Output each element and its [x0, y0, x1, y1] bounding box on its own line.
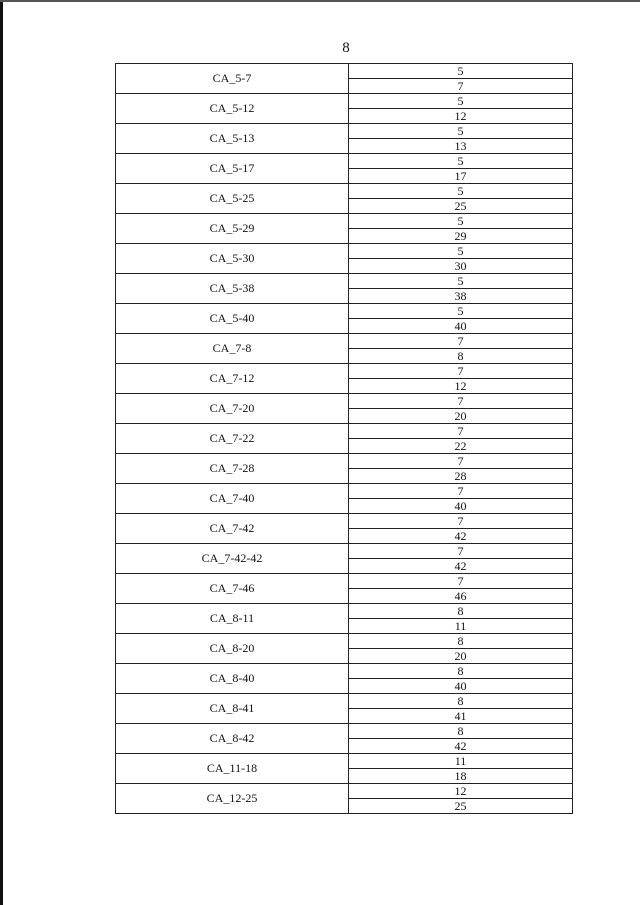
band-cell: 7 — [349, 544, 573, 559]
band-cell: 5 — [349, 94, 573, 109]
combination-cell: CA_7-20 — [116, 394, 349, 424]
table-row — [116, 154, 573, 169]
combination-cell: CA_8-42 — [116, 724, 349, 754]
table-row — [116, 274, 573, 289]
band-cell: 7 — [349, 454, 573, 469]
band-cell: 22 — [349, 439, 573, 454]
band-cell: 20 — [349, 649, 573, 664]
combination-cell: CA_5-38 — [116, 274, 349, 304]
band-cell: 25 — [349, 799, 573, 814]
combination-cell: CA_5-40 — [116, 304, 349, 334]
band-cell: 7 — [349, 424, 573, 439]
band-cell: 11 — [349, 619, 573, 634]
band-cell: 5 — [349, 214, 573, 229]
band-cell: 8 — [349, 349, 573, 364]
band-cell: 12 — [349, 379, 573, 394]
table-row — [116, 694, 573, 709]
table-row — [116, 244, 573, 259]
combination-cell: CA_8-41 — [116, 694, 349, 724]
band-cell: 7 — [349, 574, 573, 589]
combination-cell: CA_8-20 — [116, 634, 349, 664]
band-cell: 20 — [349, 409, 573, 424]
table-row — [116, 454, 573, 469]
page-number: 8 — [342, 40, 350, 56]
band-cell: 8 — [349, 724, 573, 739]
band-cell: 12 — [349, 109, 573, 124]
combination-cell: CA_7-40 — [116, 484, 349, 514]
page-top-edge — [0, 0, 640, 2]
combination-cell: CA_7-12 — [116, 364, 349, 394]
band-cell: 8 — [349, 634, 573, 649]
band-cell: 8 — [349, 604, 573, 619]
band-cell: 13 — [349, 139, 573, 154]
band-cell: 5 — [349, 244, 573, 259]
table-body — [116, 64, 573, 814]
table-row — [116, 754, 573, 769]
band-cell: 29 — [349, 229, 573, 244]
table-row — [116, 784, 573, 799]
combination-cell: CA_7-8 — [116, 334, 349, 364]
combination-cell: CA_5-25 — [116, 184, 349, 214]
band-cell: 18 — [349, 769, 573, 784]
band-cell: 7 — [349, 514, 573, 529]
band-cell: 7 — [349, 79, 573, 94]
band-cell: 5 — [349, 184, 573, 199]
combination-cell: CA_7-42-42 — [116, 544, 349, 574]
band-cell: 7 — [349, 334, 573, 349]
table-row — [116, 424, 573, 439]
carrier-aggregation-table — [115, 63, 573, 814]
band-cell: 5 — [349, 154, 573, 169]
combination-cell: CA_8-11 — [116, 604, 349, 634]
band-cell: 40 — [349, 499, 573, 514]
combination-cell: CA_7-42 — [116, 514, 349, 544]
table-row — [116, 184, 573, 199]
band-cell: 40 — [349, 319, 573, 334]
band-cell: 41 — [349, 709, 573, 724]
band-cell: 7 — [349, 394, 573, 409]
table-row — [116, 304, 573, 319]
table-row — [116, 334, 573, 349]
table-row — [116, 214, 573, 229]
band-cell: 25 — [349, 199, 573, 214]
table-row — [116, 544, 573, 559]
combination-cell: CA_8-40 — [116, 664, 349, 694]
band-cell: 5 — [349, 274, 573, 289]
combination-cell: CA_5-30 — [116, 244, 349, 274]
table-row — [116, 64, 573, 79]
band-cell: 42 — [349, 739, 573, 754]
combination-cell: CA_5-17 — [116, 154, 349, 184]
table-row — [116, 124, 573, 139]
table-row — [116, 94, 573, 109]
combination-cell: CA_5-13 — [116, 124, 349, 154]
band-cell: 7 — [349, 484, 573, 499]
band-cell: 38 — [349, 289, 573, 304]
combination-cell: CA_7-28 — [116, 454, 349, 484]
band-cell: 17 — [349, 169, 573, 184]
combination-cell: CA_5-12 — [116, 94, 349, 124]
table-row — [116, 664, 573, 679]
band-cell: 30 — [349, 259, 573, 274]
table-row — [116, 724, 573, 739]
table-row — [116, 514, 573, 529]
table-row — [116, 484, 573, 499]
combination-cell: CA_12-25 — [116, 784, 349, 814]
band-cell: 5 — [349, 124, 573, 139]
table-row — [116, 364, 573, 379]
band-cell: 5 — [349, 64, 573, 79]
band-cell: 42 — [349, 529, 573, 544]
band-cell: 46 — [349, 589, 573, 604]
table-row — [116, 394, 573, 409]
combination-cell: CA_5-29 — [116, 214, 349, 244]
table-row — [116, 604, 573, 619]
combination-cell: CA_5-7 — [116, 64, 349, 94]
combination-cell: CA_11-18 — [116, 754, 349, 784]
band-cell: 40 — [349, 679, 573, 694]
band-cell: 8 — [349, 664, 573, 679]
band-cell: 7 — [349, 364, 573, 379]
combination-cell: CA_7-46 — [116, 574, 349, 604]
band-cell: 42 — [349, 559, 573, 574]
table-row — [116, 634, 573, 649]
band-cell: 8 — [349, 694, 573, 709]
table-row — [116, 574, 573, 589]
page-left-edge — [0, 0, 3, 905]
band-cell: 5 — [349, 304, 573, 319]
band-cell: 28 — [349, 469, 573, 484]
combination-cell: CA_7-22 — [116, 424, 349, 454]
band-cell: 12 — [349, 784, 573, 799]
band-cell: 11 — [349, 754, 573, 769]
